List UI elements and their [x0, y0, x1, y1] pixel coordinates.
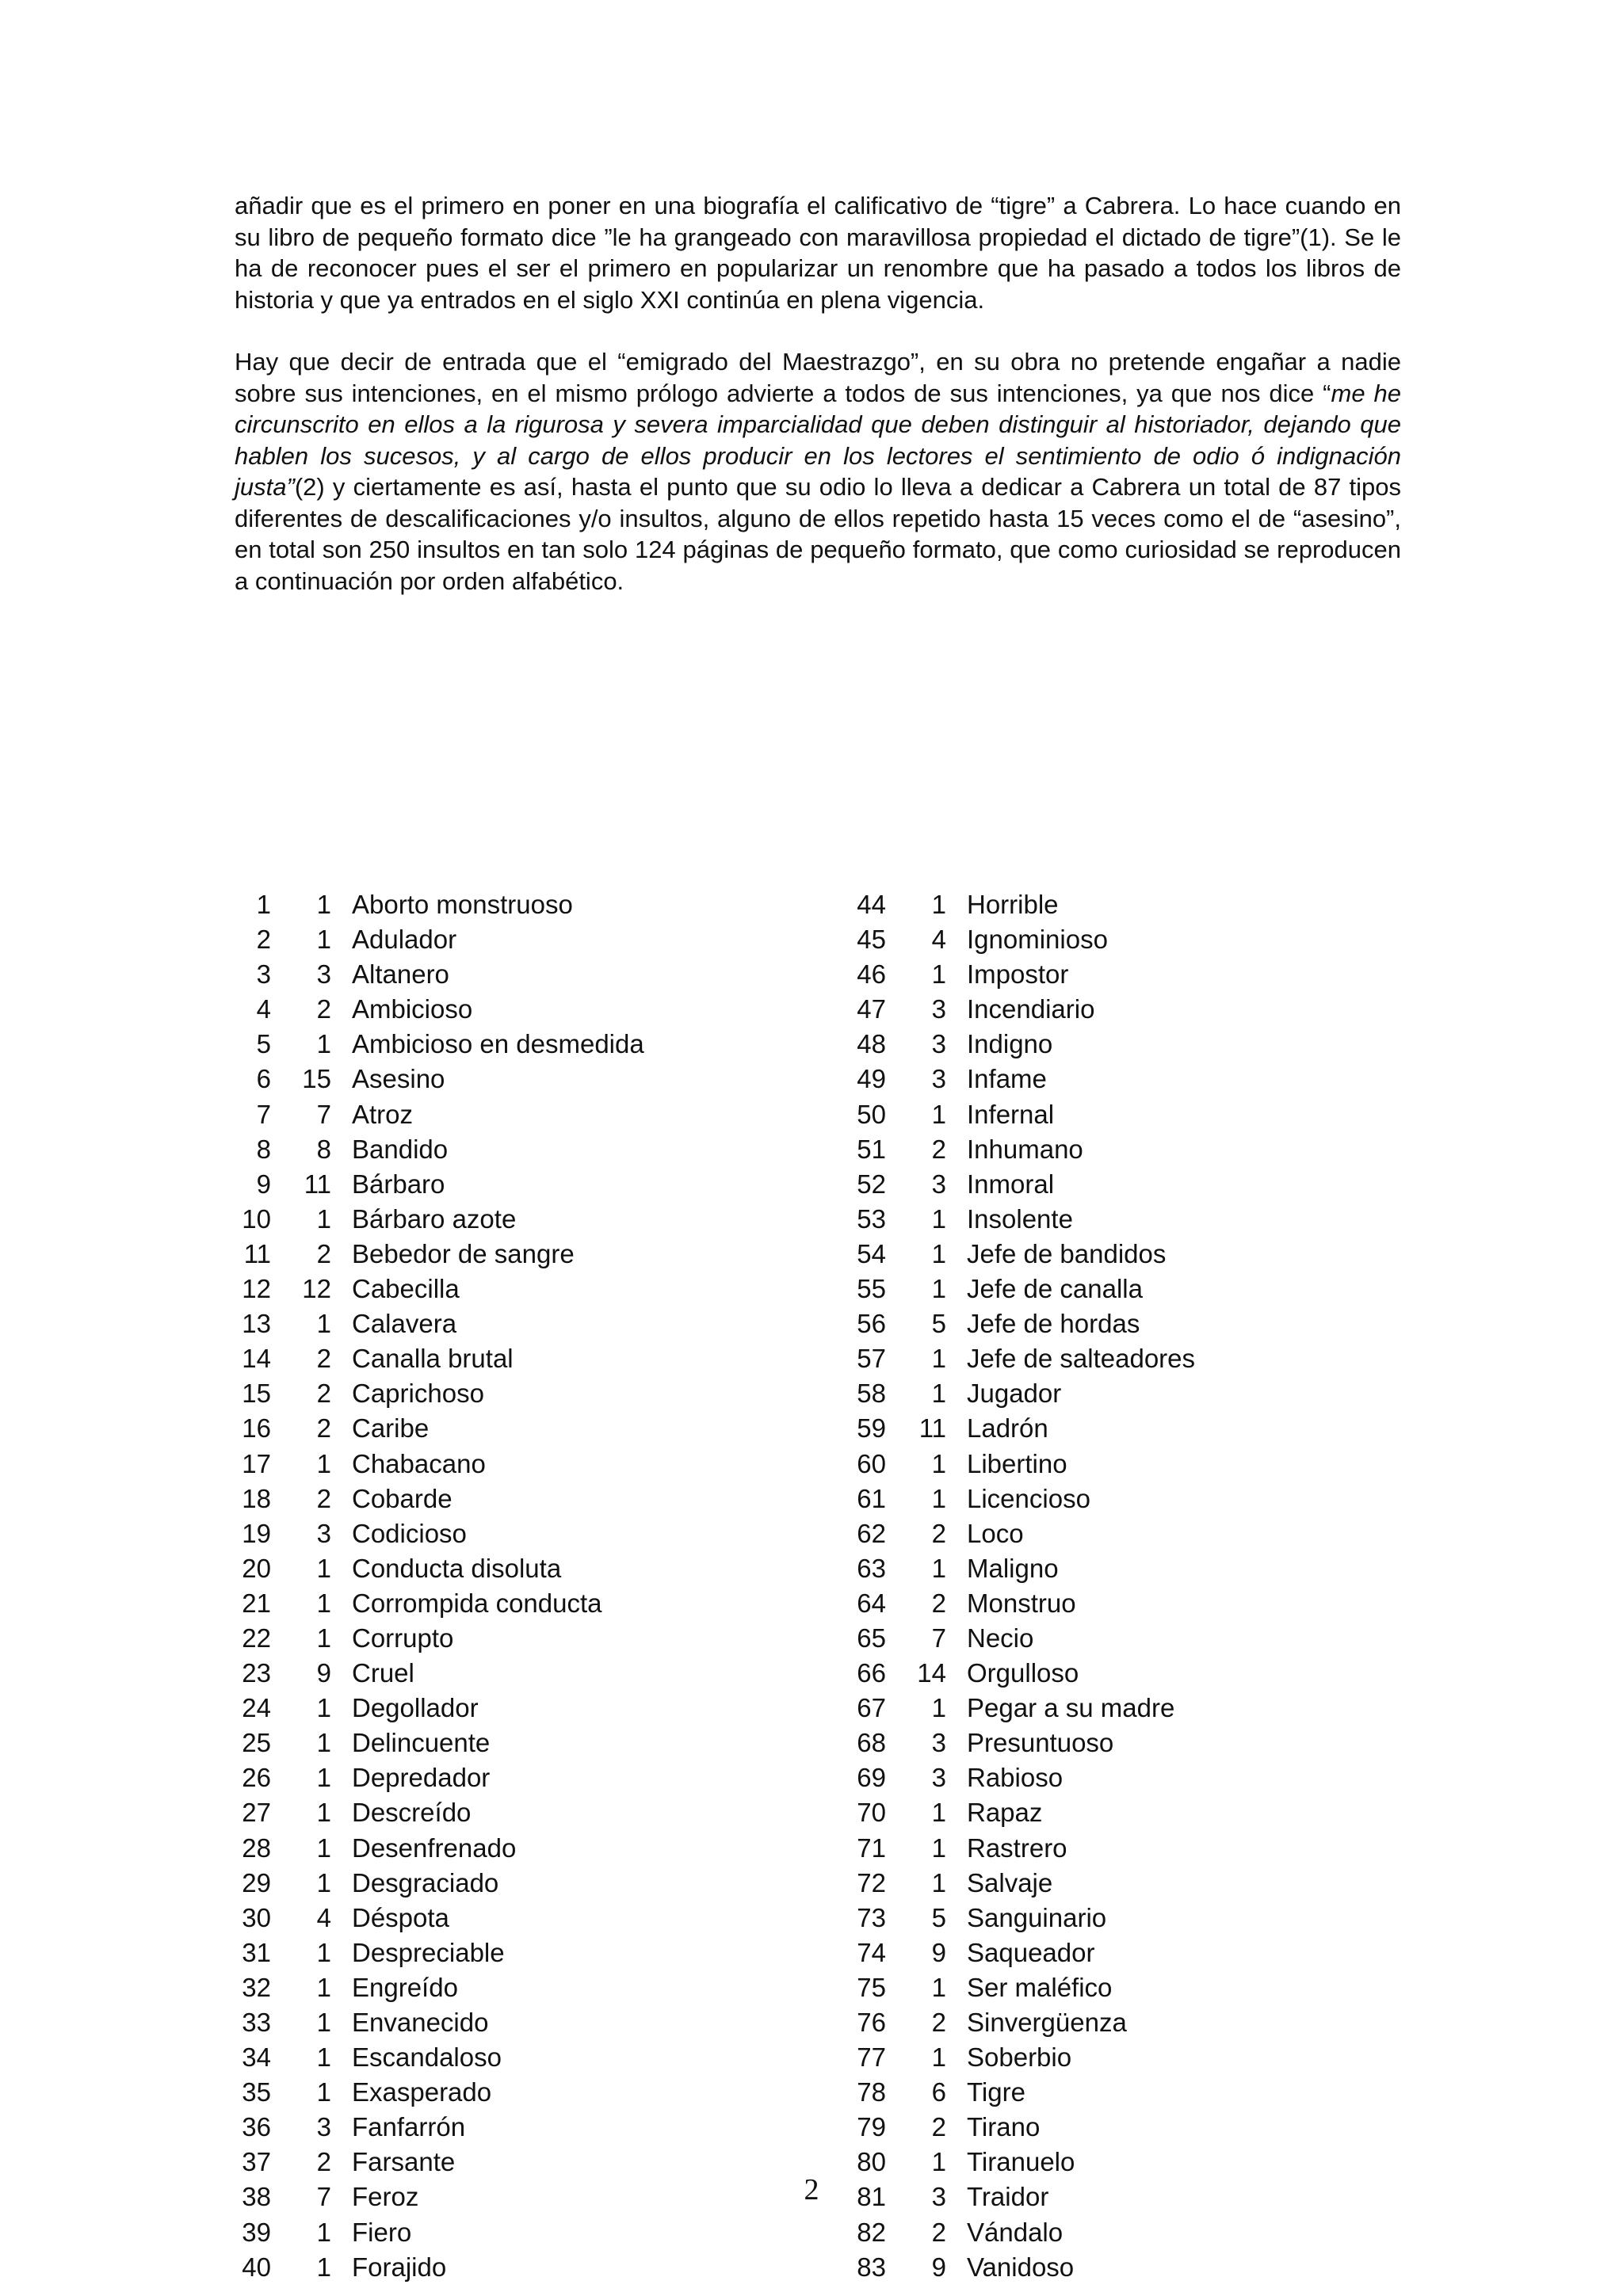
list-item-count: 2 [316, 994, 331, 1024]
list-item-count: 1 [931, 890, 946, 919]
list-item-insult: Asesino [352, 1064, 445, 1094]
list-item-count: 2 [931, 2217, 946, 2247]
list-item-insult: Maligno [967, 1553, 1059, 1583]
list-item-index: 58 [857, 1379, 886, 1409]
list-item-count: 1 [931, 1203, 946, 1234]
list-item-index: 2 [256, 925, 271, 955]
list-item-insult: Codicioso [352, 1518, 467, 1548]
list-item-index: 21 [242, 1588, 271, 1618]
list-item-count: 1 [316, 1972, 331, 2002]
list-item-insult: Delincuente [352, 1728, 491, 1758]
list-item-index: 69 [857, 1763, 886, 1793]
list-item-insult: Ambicioso [352, 994, 473, 1024]
list-item-insult: Escandaloso [352, 2042, 502, 2073]
list-item-insult: Fiero [352, 2217, 412, 2247]
list-item-insult: Traidor [967, 2182, 1049, 2212]
list-item-insult: Tigre [967, 2077, 1025, 2107]
list-item-count: 1 [316, 1937, 331, 1967]
list-item-insult: Corrupto [352, 1623, 454, 1653]
list-item-insult: Jefe de canalla [967, 1274, 1143, 1304]
list-item-index: 17 [242, 1448, 271, 1478]
list-item-index: 20 [242, 1553, 271, 1583]
list-item-insult: Inhumano [967, 1134, 1083, 1164]
list-item-count: 1 [316, 1309, 331, 1339]
list-item-count: 3 [931, 994, 946, 1024]
list-item-index: 71 [857, 1833, 886, 1863]
list-item-count: 3 [931, 1763, 946, 1793]
list-item-count: 1 [931, 1099, 946, 1129]
list-item-insult: Ignominioso [967, 925, 1108, 955]
list-item-count: 9 [931, 2252, 946, 2282]
list-item-index: 66 [857, 1658, 886, 1688]
list-item-index: 18 [242, 1483, 271, 1513]
list-item-index: 24 [242, 1693, 271, 1723]
list-item-insult: Cobarde [352, 1483, 453, 1513]
list-item-insult: Tiranuelo [967, 2147, 1075, 2177]
list-item-index: 7 [256, 1099, 271, 1129]
list-item-index: 37 [242, 2147, 271, 2177]
list-item-index: 75 [857, 1972, 886, 2002]
list-item-count: 3 [931, 1064, 946, 1094]
list-item-count: 12 [302, 1274, 331, 1304]
list-item-insult: Conducta disoluta [352, 1553, 562, 1583]
list-item-index: 83 [857, 2252, 886, 2282]
list-item-index: 68 [857, 1728, 886, 1758]
list-item-index: 54 [857, 1238, 886, 1268]
list-item-index: 73 [857, 1902, 886, 1932]
list-item-count: 8 [316, 1134, 331, 1164]
list-item-insult: Horrible [967, 890, 1059, 919]
list-item-count: 1 [931, 1833, 946, 1863]
list-item-insult: Presuntuoso [967, 1728, 1114, 1758]
list-item-index: 80 [857, 2147, 886, 2177]
list-item-count: 1 [931, 2042, 946, 2073]
list-item-insult: Bárbaro azote [352, 1203, 517, 1234]
list-item-insult: Déspota [352, 1902, 449, 1932]
list-item-count: 9 [931, 1937, 946, 1967]
list-item-index: 6 [256, 1064, 271, 1094]
paragraph-2-text-b: (2) y ciertamente es así, hasta el punto que su odio lo lleva a dedicar a Cabrera un total de 87 tipos diferentes de descalificaciones y/o insultos, alguno de ellos repetido hasta 15 veces como el de “asesino”, en total son 250 insultos en tan solo 124 páginas de pequeño formato, que como curiosidad se reproducen a continuación por orden alfabético. [235, 473, 1401, 595]
list-item-insult: Tirano [967, 2112, 1041, 2142]
list-item-count: 1 [316, 1728, 331, 1758]
list-item-insult: Ladrón [967, 1413, 1048, 1444]
list-item-count: 15 [302, 1064, 331, 1094]
list-item-insult: Salvaje [967, 1867, 1053, 1897]
list-item-index: 4 [256, 994, 271, 1024]
list-item-index: 10 [242, 1203, 271, 1234]
list-item-index: 77 [857, 2042, 886, 2073]
list-item-insult: Bárbaro [352, 1169, 445, 1199]
list-item-insult: Adulador [352, 925, 457, 955]
list-item-index: 38 [242, 2182, 271, 2212]
list-item-insult: Descreído [352, 1798, 472, 1828]
list-item-index: 30 [242, 1902, 271, 1932]
list-item-count: 1 [316, 890, 331, 919]
list-item-index: 76 [857, 2008, 886, 2037]
list-item-insult: Bebedor de sangre [352, 1238, 575, 1268]
list-item-index: 79 [857, 2112, 886, 2142]
list-item-count: 4 [931, 925, 946, 955]
list-item-count: 1 [931, 1379, 946, 1409]
list-item-count: 1 [316, 1448, 331, 1478]
list-item-index: 31 [242, 1937, 271, 1967]
list-item-insult: Fanfarrón [352, 2112, 466, 2142]
list-item-index: 32 [242, 1972, 271, 2002]
list-item-count: 1 [931, 1798, 946, 1828]
list-item-count: 1 [316, 925, 331, 955]
list-item-count: 2 [316, 2147, 331, 2177]
list-item-insult: Envanecido [352, 2008, 489, 2037]
list-item-count: 1 [316, 1763, 331, 1793]
list-item-index: 45 [857, 925, 886, 955]
list-item-insult: Sinvergüenza [967, 2008, 1127, 2037]
list-item-index: 9 [256, 1169, 271, 1199]
list-item-index: 70 [857, 1798, 886, 1828]
list-item-index: 62 [857, 1518, 886, 1548]
list-item-insult: Corrompida conducta [352, 1588, 602, 1618]
list-item-index: 28 [242, 1833, 271, 1863]
list-item-index: 57 [857, 1344, 886, 1374]
list-item-count: 2 [931, 2112, 946, 2142]
list-item-insult: Calavera [352, 1309, 457, 1339]
list-item-index: 5 [256, 1029, 271, 1059]
list-item-insult: Canalla brutal [352, 1344, 514, 1374]
list-item-count: 11 [918, 1413, 946, 1444]
list-item-insult: Engreído [352, 1972, 458, 2002]
list-item-index: 59 [857, 1413, 886, 1444]
list-item-count: 1 [931, 1448, 946, 1478]
list-item-insult: Libertino [967, 1448, 1067, 1478]
list-item-count: 1 [316, 1867, 331, 1897]
list-item-index: 61 [857, 1483, 886, 1513]
list-item-insult: Exasperado [352, 2077, 492, 2107]
list-item-insult: Feroz [352, 2182, 419, 2212]
list-item-count: 1 [316, 1588, 331, 1618]
list-item-index: 63 [857, 1553, 886, 1583]
list-item-insult: Monstruo [967, 1588, 1076, 1618]
list-item-index: 72 [857, 1867, 886, 1897]
list-item-insult: Bandido [352, 1134, 449, 1164]
list-item-count: 5 [931, 1309, 946, 1339]
list-item-index: 44 [857, 890, 886, 919]
list-item-count: 9 [316, 1658, 331, 1688]
list-item-count: 2 [931, 1588, 946, 1618]
list-item-count: 1 [931, 1274, 946, 1304]
list-item-count: 2 [931, 1134, 946, 1164]
list-item-insult: Soberbio [967, 2042, 1072, 2073]
list-item-insult: Desenfrenado [352, 1833, 517, 1863]
list-item-insult: Sanguinario [967, 1902, 1107, 1932]
list-item-insult: Insolente [967, 1203, 1073, 1234]
list-item-index: 39 [242, 2217, 271, 2247]
list-item-index: 67 [857, 1693, 886, 1723]
list-item-count: 1 [316, 2077, 331, 2107]
list-item-count: 7 [931, 1623, 946, 1653]
list-item-index: 15 [242, 1379, 271, 1409]
paragraph-intenciones [235, 346, 1401, 597]
list-item-insult: Farsante [352, 2147, 456, 2177]
list-item-index: 51 [857, 1134, 886, 1164]
list-item-index: 1 [256, 890, 271, 919]
list-item-count: 1 [931, 1693, 946, 1723]
list-item-index: 8 [256, 1134, 271, 1164]
list-item-insult: Inmoral [967, 1169, 1055, 1199]
list-item-index: 22 [242, 1623, 271, 1653]
list-item-count: 3 [931, 1169, 946, 1199]
list-item-insult: Rastrero [967, 1833, 1067, 1863]
list-item-index: 82 [857, 2217, 886, 2247]
list-item-count: 6 [931, 2077, 946, 2107]
list-item-index: 47 [857, 994, 886, 1024]
list-item-index: 65 [857, 1623, 886, 1653]
list-item-insult: Caprichoso [352, 1379, 484, 1409]
list-item-count: 1 [316, 1623, 331, 1653]
list-item-index: 33 [242, 2008, 271, 2037]
list-item-count: 1 [931, 959, 946, 990]
list-item-index: 46 [857, 959, 886, 990]
list-item-count: 1 [931, 1553, 946, 1583]
list-item-insult: Pegar a su madre [967, 1693, 1175, 1723]
list-item-insult: Caribe [352, 1413, 430, 1444]
list-item-index: 14 [242, 1344, 271, 1374]
list-item-count: 3 [316, 2112, 331, 2142]
list-item-count: 2 [316, 1483, 331, 1513]
list-item-count: 14 [917, 1658, 946, 1688]
list-item-count: 3 [931, 1029, 946, 1059]
list-item-insult: Rabioso [967, 1763, 1064, 1793]
list-item-insult: Infame [967, 1064, 1047, 1094]
list-item-count: 11 [304, 1169, 331, 1199]
list-item-insult: Depredador [352, 1763, 491, 1793]
list-item-insult: Atroz [352, 1099, 414, 1129]
list-item-index: 3 [256, 959, 271, 990]
list-item-insult: Jefe de bandidos [967, 1238, 1167, 1268]
list-item-count: 1 [316, 1029, 331, 1059]
list-item-insult: Ambicioso en desmedida [352, 1029, 644, 1059]
list-item-index: 11 [243, 1238, 271, 1268]
list-item-insult: Infernal [967, 1099, 1055, 1129]
list-item-insult: Vanidoso [967, 2252, 1075, 2282]
list-item-index: 78 [857, 2077, 886, 2107]
list-item-insult: Impostor [967, 959, 1069, 990]
list-item-count: 2 [316, 1379, 331, 1409]
list-item-insult: Forajido [352, 2252, 447, 2282]
list-item-index: 29 [242, 1867, 271, 1897]
list-item-index: 16 [242, 1413, 271, 1444]
list-item-count: 1 [931, 1972, 946, 2002]
list-item-index: 64 [857, 1588, 886, 1618]
list-item-insult: Degollador [352, 1693, 479, 1723]
list-item-index: 12 [242, 1274, 271, 1304]
list-item-index: 55 [857, 1274, 886, 1304]
paragraph-1-text: añadir que es el primero en poner en una biografía el calificativo de “tigre” a Cabrera. Lo hace cuando en su libro de pequeño formato dice ”le ha grangeado con maravillosa propiedad el dictado de tigre”(1). Se le ha de reconocer pues el ser el primero en popularizar un renombre que ha pasado a todos los libros de historia y que ya entrados en el siglo XXI continúa en plena vigencia. [235, 192, 1401, 314]
list-item-count: 2 [316, 1344, 331, 1374]
list-item-insult: Jefe de hordas [967, 1309, 1140, 1339]
list-item-index: 56 [857, 1309, 886, 1339]
list-item-count: 3 [931, 2182, 946, 2212]
list-item-insult: Saqueador [967, 1937, 1095, 1967]
list-item-insult: Altanero [352, 959, 449, 990]
list-item-count: 1 [931, 1238, 946, 1268]
list-item-index: 60 [857, 1448, 886, 1478]
list-item-count: 1 [931, 2147, 946, 2177]
list-item-insult: Desgraciado [352, 1867, 499, 1897]
list-item-count: 1 [316, 1203, 331, 1234]
list-item-insult: Cruel [352, 1658, 414, 1688]
list-item-insult: Jefe de salteadores [967, 1344, 1196, 1374]
list-item-count: 3 [316, 959, 331, 990]
list-item-index: 26 [242, 1763, 271, 1793]
list-item-insult: Licencioso [967, 1483, 1090, 1513]
list-item-insult: Rapaz [967, 1798, 1043, 1828]
list-item-count: 5 [931, 1902, 946, 1932]
list-item-insult: Jugador [967, 1379, 1062, 1409]
list-item-count: 1 [316, 2252, 331, 2282]
list-item-insult: Loco [967, 1518, 1024, 1548]
list-item-index: 74 [857, 1937, 886, 1967]
list-item-index: 52 [857, 1169, 886, 1199]
list-item-count: 1 [316, 1798, 331, 1828]
paragraph-tigre [235, 190, 1401, 315]
list-item-index: 23 [242, 1658, 271, 1688]
list-item-count: 1 [316, 2008, 331, 2037]
document-page [235, 190, 1401, 2282]
list-item-count: 3 [931, 1728, 946, 1758]
list-item-index: 34 [242, 2042, 271, 2073]
list-item-index: 50 [857, 1099, 886, 1129]
list-item-insult: Necio [967, 1623, 1034, 1653]
list-item-insult: Aborto monstruoso [352, 890, 573, 919]
paragraph-2-quote: me he circunscrito en ellos a la rigurosa y severa imparcialidad que deben distinguir al historiador, dejando que hablen los sucesos, y al cargo de ellos producir en los lectores el sentimiento de odio ó indignación justa” [235, 379, 1401, 501]
list-item-count: 1 [316, 1693, 331, 1723]
list-item-insult: Vándalo [967, 2217, 1064, 2247]
list-item-index: 19 [242, 1518, 271, 1548]
list-item-count: 1 [931, 1867, 946, 1897]
list-item-count: 3 [316, 1518, 331, 1548]
list-item-index: 25 [242, 1728, 271, 1758]
list-item-index: 35 [242, 2077, 271, 2107]
list-item-count: 1 [931, 1344, 946, 1374]
list-item-index: 53 [857, 1203, 886, 1234]
list-item-index: 40 [242, 2252, 271, 2282]
list-item-count: 2 [931, 2008, 946, 2037]
list-item-insult: Orgulloso [967, 1658, 1079, 1688]
list-item-count: 2 [316, 1413, 331, 1444]
paragraph-2-text-a: Hay que decir de entrada que el “emigrado del Maestrazgo”, en su obra no pretende engañar a nadie sobre sus intenciones, en el mismo prólogo advierte a todos de sus intenciones, ya que nos dice “ [235, 348, 1401, 407]
list-item-count: 1 [316, 1833, 331, 1863]
list-item-count: 1 [316, 2217, 331, 2247]
list-item-insult: Cabecilla [352, 1274, 460, 1304]
list-item-count: 1 [316, 2042, 331, 2073]
list-item-count: 4 [316, 1902, 331, 1932]
list-item-count: 7 [316, 2182, 331, 2212]
list-item-index: 27 [242, 1798, 271, 1828]
list-item-count: 2 [931, 1518, 946, 1548]
list-item-index: 49 [857, 1064, 886, 1094]
list-item-count: 1 [931, 1483, 946, 1513]
list-item-insult: Despreciable [352, 1937, 505, 1967]
list-item-index: 36 [242, 2112, 271, 2142]
list-item-index: 81 [857, 2182, 886, 2212]
list-item-index: 48 [857, 1029, 886, 1059]
list-item-insult: Indigno [967, 1029, 1053, 1059]
page-number: 2 [804, 2173, 819, 2206]
list-item-insult: Chabacano [352, 1448, 486, 1478]
list-item-insult: Ser maléfico [967, 1972, 1113, 2002]
list-item-count: 7 [316, 1099, 331, 1129]
list-item-insult: Incendiario [967, 994, 1095, 1024]
list-item-index: 13 [242, 1309, 271, 1339]
list-item-count: 2 [316, 1238, 331, 1268]
list-item-count: 1 [316, 1553, 331, 1583]
